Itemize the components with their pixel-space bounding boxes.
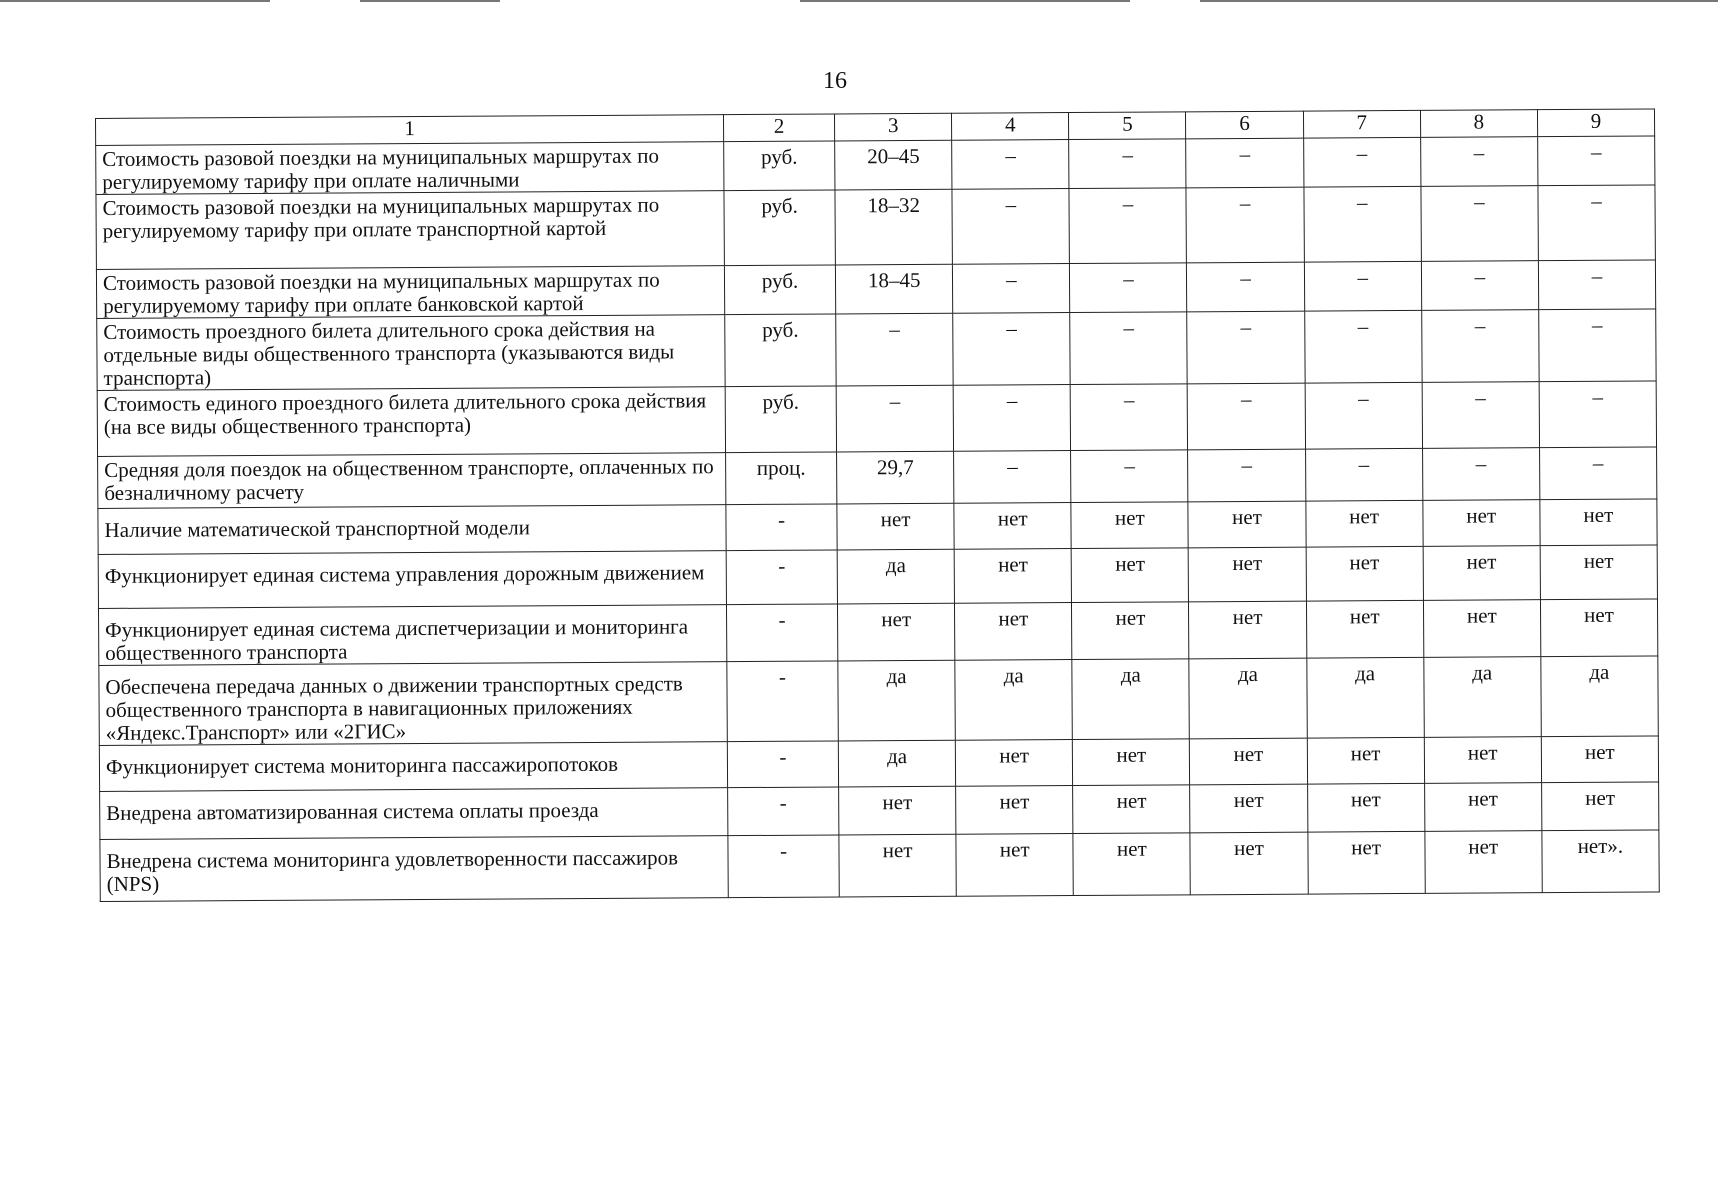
value-cell: – — [953, 313, 1071, 386]
value-cell: нет — [1424, 737, 1541, 784]
row-label: Функционирует система мониторинга пассажиропотоков — [99, 742, 727, 792]
column-header: 6 — [1186, 111, 1303, 139]
value-cell: нет — [954, 503, 1071, 550]
value-cell: нет — [1073, 785, 1190, 834]
row-label: Функционирует единая система диспетчеризации и мониторинга общественного транспорта — [98, 605, 726, 666]
value-cell: – — [1188, 383, 1306, 450]
value-cell: нет — [1423, 500, 1540, 547]
value-cell: – — [1304, 186, 1422, 262]
row-label: Стоимость разовой поездки на муниципальных маршрутах по регулируемому тарифу при оплате транспортной картой — [96, 191, 724, 270]
value-cell: нет — [1306, 600, 1423, 658]
value-cell: – — [836, 385, 954, 452]
scan-edge-right — [1200, 0, 1718, 2]
value-cell: нет — [838, 603, 955, 661]
value-cell: нет — [954, 549, 1071, 604]
table-row — [97, 309, 1656, 391]
row-unit: - — [727, 604, 838, 662]
value-cell: – — [1421, 261, 1538, 311]
value-cell: нет — [1188, 501, 1305, 548]
data-table — [95, 108, 1660, 902]
row-unit: руб. — [724, 265, 835, 315]
table-row — [98, 599, 1657, 666]
value-cell: – — [1070, 312, 1188, 385]
value-cell: – — [954, 451, 1071, 504]
value-cell: 29,7 — [837, 451, 954, 504]
value-cell: да — [838, 740, 955, 787]
value-cell: нет — [1307, 831, 1425, 894]
column-header: 2 — [724, 114, 835, 142]
value-cell: – — [1539, 381, 1657, 448]
column-header: 5 — [1069, 112, 1186, 140]
value-cell: нет — [1425, 831, 1543, 894]
value-cell: – — [1538, 260, 1655, 310]
row-unit: руб. — [725, 386, 836, 453]
value-cell: – — [1069, 188, 1187, 264]
value-cell: – — [1421, 186, 1539, 262]
row-unit: - — [726, 550, 837, 605]
value-cell: нет — [839, 786, 956, 835]
value-cell: – — [1187, 311, 1305, 384]
scan-edge-left — [0, 0, 270, 2]
row-unit: - — [727, 661, 839, 742]
value-cell: – — [1188, 449, 1305, 502]
value-cell: – — [1069, 139, 1186, 189]
value-cell: нет — [1306, 546, 1423, 601]
row-unit: - — [728, 835, 839, 898]
column-header: 8 — [1420, 110, 1537, 138]
value-cell: да — [1306, 657, 1424, 738]
column-header: 7 — [1303, 110, 1420, 138]
value-cell: нет — [1540, 499, 1657, 546]
value-cell: – — [1421, 310, 1539, 383]
value-cell: – — [1303, 137, 1420, 187]
table-row — [98, 545, 1657, 609]
column-header: 4 — [952, 113, 1069, 141]
table-row — [96, 185, 1655, 270]
value-cell: нет — [1072, 602, 1189, 660]
value-cell: 18–45 — [836, 264, 953, 314]
value-cell: нет — [1189, 547, 1306, 602]
value-cell: – — [953, 264, 1070, 314]
value-cell: нет — [1541, 736, 1658, 783]
value-cell: – — [1539, 447, 1656, 500]
value-cell: – — [1304, 310, 1422, 383]
page-number: 16 — [823, 68, 847, 94]
value-cell: нет — [956, 786, 1073, 835]
value-cell: нет — [956, 834, 1074, 897]
value-cell: нет — [956, 740, 1073, 787]
row-label: Стоимость проездного билета длительного срока действия на отдельные виды общественного транспорта (указываются виды транспорта) — [97, 315, 725, 391]
value-cell: нет — [1423, 546, 1540, 601]
value-cell: нет — [1540, 599, 1658, 657]
value-cell: – — [1422, 382, 1540, 449]
table-row — [99, 656, 1658, 746]
value-cell: нет — [1190, 832, 1308, 895]
value-cell: да — [1541, 656, 1659, 737]
value-cell: нет — [839, 834, 957, 897]
value-cell: нет — [1190, 738, 1307, 785]
value-cell: – — [836, 313, 954, 386]
value-cell: 18–32 — [835, 189, 953, 265]
value-cell: да — [838, 660, 956, 741]
value-cell: да — [837, 549, 954, 604]
value-cell: нет — [837, 503, 954, 550]
value-cell: – — [1305, 382, 1423, 449]
value-cell: 20–45 — [835, 140, 952, 190]
value-cell: нет — [1073, 739, 1190, 786]
value-cell: нет — [955, 603, 1072, 661]
value-cell: нет — [1071, 548, 1188, 603]
value-cell: – — [1186, 187, 1304, 263]
row-unit: руб. — [725, 314, 837, 387]
value-cell: – — [1070, 263, 1187, 313]
row-unit: - — [726, 504, 837, 551]
value-cell: – — [953, 385, 1071, 452]
value-cell: – — [1537, 136, 1654, 186]
table-row — [98, 447, 1657, 509]
row-label: Внедрена система мониторинга удовлетворенности пассажиров (NPS) — [100, 836, 728, 902]
value-cell: – — [1538, 185, 1656, 261]
row-label: Наличие математической транспортной модели — [98, 505, 726, 555]
value-cell: да — [1189, 658, 1307, 739]
value-cell: да — [1424, 657, 1542, 738]
value-cell: нет — [1305, 500, 1422, 547]
row-label: Стоимость разовой поездки на муниципальных маршрутах по регулируемому тарифу при оплате банковской картой — [96, 266, 724, 319]
value-cell: – — [952, 189, 1070, 265]
value-cell: нет — [1424, 783, 1541, 832]
column-header: 3 — [835, 113, 952, 141]
value-cell: – — [1070, 384, 1188, 451]
value-cell: нет». — [1542, 830, 1660, 893]
row-label: Внедрена автоматизированная система оплаты проезда — [100, 788, 728, 840]
table-row — [100, 830, 1659, 902]
row-label: Стоимость единого проездного билета длительного срока действия (на все виды общественного транспорта) — [97, 387, 725, 457]
value-cell: – — [1071, 450, 1188, 503]
row-label: Обеспечена передача данных о движении транспортных средств общественного транспорта в навигационных приложениях «Яндекс.Транспорт» или «2ГИС» — [99, 662, 728, 746]
value-cell: да — [1072, 659, 1190, 740]
value-cell: – — [1305, 448, 1422, 501]
row-label: Стоимость разовой поездки на муниципальных маршрутах по регулируемому тарифу при оплате наличными — [96, 142, 724, 195]
value-cell: нет — [1307, 737, 1424, 784]
row-unit: руб. — [724, 190, 836, 266]
value-cell: нет — [1190, 784, 1307, 833]
value-cell: – — [1187, 262, 1304, 312]
value-cell: нет — [1307, 783, 1424, 832]
row-unit: - — [727, 741, 838, 788]
value-cell: – — [1304, 261, 1421, 311]
row-unit: руб. — [724, 141, 835, 191]
value-cell: нет — [1541, 782, 1658, 831]
row-unit: - — [728, 787, 839, 836]
value-cell: да — [955, 660, 1073, 741]
value-cell: нет — [1073, 833, 1191, 896]
row-unit: проц. — [726, 452, 837, 505]
value-cell: нет — [1071, 502, 1188, 549]
value-cell: нет — [1189, 601, 1306, 659]
scan-edge-mid2 — [800, 0, 1130, 2]
value-cell: – — [1420, 137, 1537, 187]
scan-edge-mid — [360, 0, 500, 2]
row-label: Функционирует единая система управления дорожным движением — [98, 551, 726, 609]
value-cell: нет — [1540, 545, 1657, 600]
column-header: 1 — [96, 115, 724, 146]
row-label: Средняя доля поездок на общественном транспорте, оплаченных по безналичному расчету — [98, 453, 726, 509]
value-cell: – — [952, 140, 1069, 190]
table-row — [97, 381, 1656, 457]
value-cell: – — [1186, 138, 1303, 188]
value-cell: – — [1539, 309, 1657, 382]
column-header: 9 — [1537, 109, 1654, 137]
value-cell: нет — [1423, 600, 1540, 658]
value-cell: – — [1422, 448, 1539, 501]
